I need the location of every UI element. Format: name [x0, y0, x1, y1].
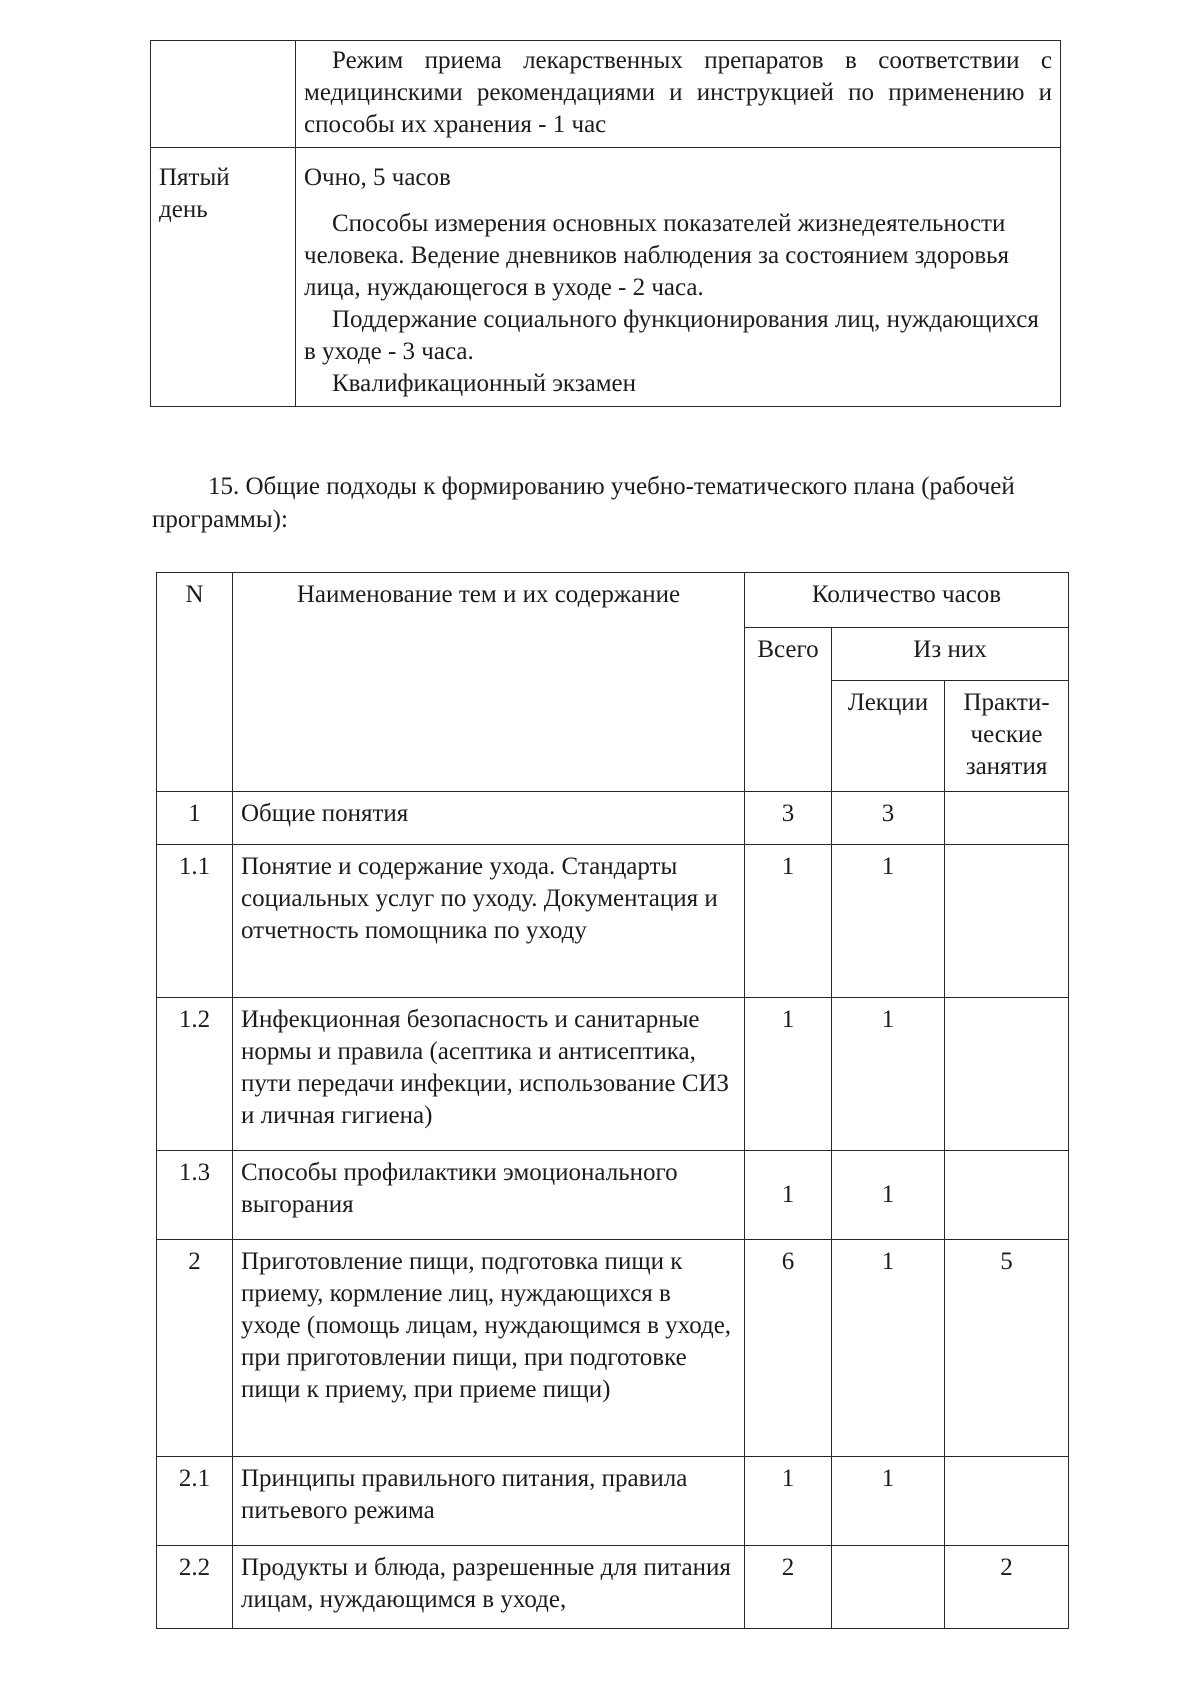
schedule-day-label: Пятый день	[159, 164, 230, 223]
header-lectures: Лекции	[832, 681, 945, 792]
row-lectures: 3	[832, 792, 945, 845]
curriculum-plan-table	[156, 572, 1069, 1629]
table-row	[157, 845, 1069, 998]
schedule-item-text: Способы измерения основных показателей жизнедеятельности человека. Ведение дневников наблюдения за состоянием здоровья лица, нуждающегося в уходе - 2 часа.	[304, 210, 1010, 301]
row-practice	[945, 1457, 1069, 1546]
table-row	[157, 1151, 1069, 1240]
row-topic: Способы профилактики эмоционального выгорания	[233, 1151, 745, 1240]
row-lectures: 1	[832, 845, 945, 998]
row-total: 1	[745, 998, 832, 1151]
schedule-table-fragment	[150, 40, 1061, 407]
schedule-item-text: Квалификационный экзамен	[332, 370, 637, 397]
row-total: 6	[745, 1240, 832, 1457]
table-header-row	[157, 573, 1069, 628]
row-topic: Общие понятия	[233, 792, 745, 845]
schedule-row	[151, 148, 1061, 407]
schedule-row	[151, 41, 1061, 148]
header-topic: Наименование тем и их содержание	[233, 573, 745, 792]
table-row	[157, 1240, 1069, 1457]
row-topic: Продукты и блюда, разрешенные для питания лицам, нуждающимся в уходе,	[233, 1546, 745, 1629]
table-row	[157, 1546, 1069, 1629]
row-number: 1	[157, 792, 233, 845]
row-lectures: 1	[832, 1151, 945, 1240]
schedule-day-cell	[151, 41, 296, 148]
row-lectures: 1	[832, 1457, 945, 1546]
schedule-item-text: Режим приема лекарственных препаратов в соответствии с медицинскими рекомендациями и инструкцией по применению и способы их хранения - 1 час	[304, 47, 1052, 138]
schedule-content-cell	[296, 41, 1061, 148]
row-total: 2	[745, 1546, 832, 1629]
row-practice	[945, 1151, 1069, 1240]
row-practice	[945, 998, 1069, 1151]
row-practice	[945, 792, 1069, 845]
row-topic: Принципы правильного питания, правила питьевого режима	[233, 1457, 745, 1546]
row-practice: 5	[945, 1240, 1069, 1457]
row-number: 2.1	[157, 1457, 233, 1546]
schedule-day-cell	[151, 148, 296, 407]
header-practice: Практи-ческие занятия	[945, 681, 1069, 792]
schedule-format-text: Очно, 5 часов	[304, 164, 451, 191]
header-of-them: Из них	[832, 628, 1069, 681]
row-lectures: 1	[832, 1240, 945, 1457]
row-total: 1	[745, 845, 832, 998]
row-number: 2	[157, 1240, 233, 1457]
row-total: 1	[745, 1457, 832, 1546]
row-topic: Понятие и содержание ухода. Стандарты социальных услуг по уходу. Документация и отчетность помощника по уходу	[233, 845, 745, 998]
row-lectures	[832, 1546, 945, 1629]
row-number: 2.2	[157, 1546, 233, 1629]
row-number: 1.3	[157, 1151, 233, 1240]
row-number: 1.2	[157, 998, 233, 1151]
table-row	[157, 998, 1069, 1151]
row-number: 1.1	[157, 845, 233, 998]
row-lectures: 1	[832, 998, 945, 1151]
table-row	[157, 1457, 1069, 1546]
schedule-content-cell	[296, 148, 1061, 407]
header-total: Всего	[745, 628, 832, 792]
row-practice: 2	[945, 1546, 1069, 1629]
schedule-item-text: Поддержание социального функционирования лиц, нуждающихся в уходе - 3 часа.	[304, 306, 1039, 365]
row-topic: Приготовление пищи, подготовка пищи к приему, кормление лиц, нуждающихся в уходе (помощь лицам, нуждающимся в уходе, при приготовлении пищи, при подготовке пищи к приему, при приеме пищи)	[233, 1240, 745, 1457]
row-practice	[945, 845, 1069, 998]
header-number: N	[157, 573, 233, 792]
header-hours: Количество часов	[745, 573, 1069, 628]
table-row	[157, 792, 1069, 845]
row-total: 1	[745, 1151, 832, 1240]
section-15-paragraph: 15. Общие подходы к формированию учебно-тематического плана (рабочей программы):	[152, 473, 1015, 533]
row-total: 3	[745, 792, 832, 845]
row-topic: Инфекционная безопасность и санитарные нормы и правила (асептика и антисептика, пути передачи инфекции, использование СИЗ и личная гигиена)	[233, 998, 745, 1151]
